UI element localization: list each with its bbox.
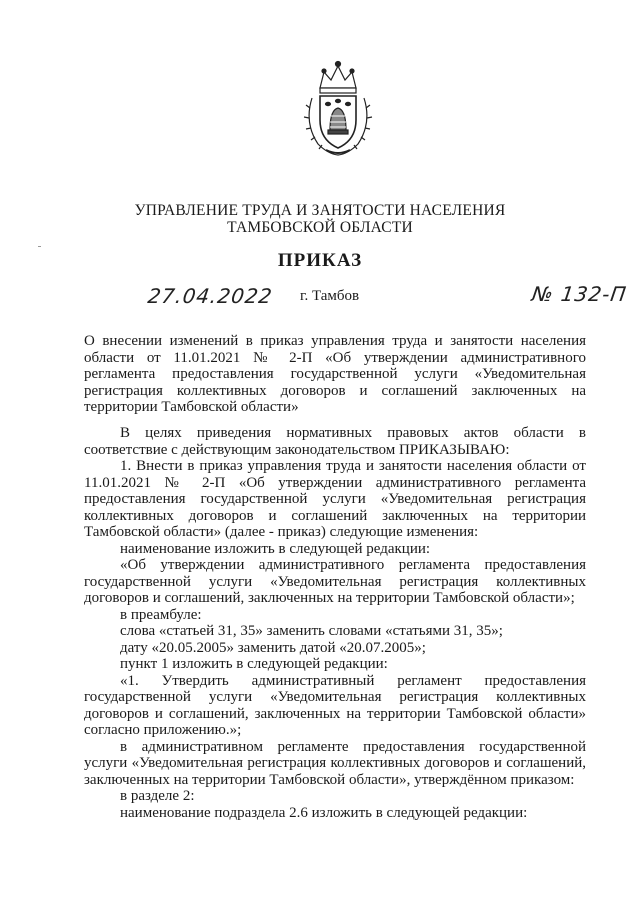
paragraph: в преамбуле: bbox=[120, 606, 202, 623]
city: г. Тамбов bbox=[300, 288, 360, 304]
document-type-title: ПРИКАЗ bbox=[277, 250, 363, 271]
coat-of-arms-icon bbox=[298, 58, 378, 158]
organization-name-line1: УПРАВЛЕНИЕ ТРУДА И ЗАНЯТОСТИ НАСЕЛЕНИЯ bbox=[134, 202, 506, 219]
paragraph: слова «статьей 31, 35» заменить словами «статьями 31, 35»; bbox=[120, 623, 503, 639]
order-subject: О внесении изменений в приказ управления труда и занятости населения области от 11.01.2021 № 2-П «Об утверждении административного регламента предоставления государственной услуги «Уведомительная регистрация коллективных договоров и соглашений заключенных на территории Тамбовской области» bbox=[84, 333, 586, 415]
paragraph-item-1: 1. Внести в приказ управления труда и занятости населения области от 11.01.2021 № 2-П «Об утверждении административного регламента предоставления государственной услуги «Уведомительная регистрация коллективных договоров и соглашений заключенных на территории Тамбовской области» (далее - приказ) следующие изменения: bbox=[84, 458, 586, 540]
paragraph-quote: «Об утверждении административного регламента предоставления государственной услуги «Уведомительная регистрация коллективных договоров и соглашений, заключенных на территории Тамбовской области»; bbox=[84, 557, 586, 606]
organization-name-line2: ТАМБОВСКОЙ ОБЛАСТИ bbox=[227, 219, 413, 236]
paragraph: в разделе 2: bbox=[120, 788, 195, 804]
paragraph: пункт 1 изложить в следующей редакции: bbox=[120, 656, 388, 672]
paragraph: в административном регламенте предоставления государственной услуги «Уведомительная регистрация коллективных договоров и соглашений, заключенных на территории Тамбовской области», утверждённом приказом: bbox=[84, 738, 586, 788]
order-body bbox=[84, 425, 586, 821]
handwritten-order-number: № 132-П bbox=[530, 282, 629, 306]
margin-mark bbox=[38, 246, 41, 247]
paragraph-preamble: В целях приведения нормативных правовых актов области в соответствие с действующим законодательством ПРИКАЗЫВАЮ: bbox=[84, 425, 586, 458]
paragraph: наименование подраздела 2.6 изложить в следующей редакции: bbox=[120, 804, 528, 821]
handwritten-date: 27.04.2022 bbox=[146, 284, 275, 308]
paragraph: наименование изложить в следующей редакции: bbox=[120, 540, 431, 557]
paragraph: дату «20.05.2005» заменить датой «20.07.2005»; bbox=[120, 639, 426, 656]
paragraph-quote: «1. Утвердить административный регламент предоставления государственной услуги «Уведомительная регистрация коллективных договоров и соглашений, заключенных на территории Тамбовской области» согласно приложению.»; bbox=[84, 672, 586, 738]
